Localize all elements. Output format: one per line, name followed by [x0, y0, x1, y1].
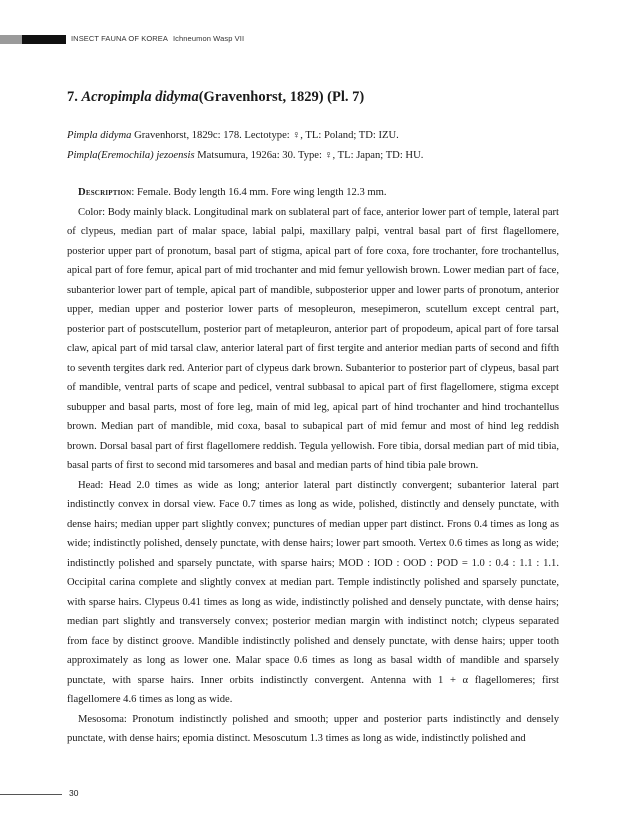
header-black-bar: [22, 35, 66, 44]
species-number: 7.: [67, 89, 78, 105]
synonym-epithet: jezoensis: [153, 149, 195, 161]
synonym-subgenus: (Eremochila): [97, 149, 154, 161]
synonym-name: Pimpla didyma: [67, 130, 132, 141]
synonym-citation: Gravenhorst, 1829c: 178. Lectotype: ♀, TL: Poland; TD: IZU.: [131, 130, 399, 141]
page-body: [67, 88, 559, 749]
header-grey-bar: [0, 35, 22, 44]
species-title: [67, 88, 559, 106]
species-name: Acropimpla didyma: [81, 89, 199, 105]
synonym-line: [67, 146, 559, 166]
header-series: INSECT FAUNA OF KOREA: [71, 34, 168, 43]
header-volume: Ichneumon Wasp VII: [172, 34, 245, 43]
mesosoma-paragraph: Mesosoma: Pronotum indistinctly polished and smooth; upper and posterior parts indistinctly and densely punctate, with dense hairs; epomia distinct. Mesoscutum 1.3 times as long as wide, indistinctly polished and: [67, 713, 559, 744]
synonym-genus: Pimpla: [67, 149, 98, 161]
description-label: Description: [78, 187, 132, 198]
species-authority: (Gravenhorst, 1829) (Pl. 7): [198, 89, 365, 105]
synonym-citation: Matsumura, 1926a: 30. Type: ♀, TL: Japan; TD: HU.: [194, 149, 424, 161]
color-paragraph: Color: Body mainly black. Longitudinal mark on sublateral part of face, anterior lower part of temple, lateral part of clypeus, median part of malar space, labial palpi, maxillary palpi, ventral basal part of first flagellomere, posterior upper part of pronotum, basal part of stigma, apical part of fore coxa, fore trochanter, fore trochantellus, apical part of fore femur, apical part of mid trochanter and mid femur yellowish brown. Lower median part of face, subanterior lower part of temple, apical part of mandible, subposterior upper and lower parts of pronotum, anterior upper, median upper and posterior lower parts of mesopleuron, mesepimeron, scutellum except central part, posterior part of postscutellum, posterior part of metapleuron, anterior part of propodeum, apical part of fore tarsal claw, apical part of mid tarsal claw, anterior lateral part of first tergite and anterior median parts of second and fifth to seventh tergites dark red. Anterior part of clypeus dark brown. Subanterior to posterior part of clypeus, basal part of mandible, ventral parts of scape and pedicel, ventral subbasal to apical part of first flagellomere, stigma except subupper and basal parts, most of fore leg, main of mid leg, apical part of hind trochanter and hind trochantellus brown. Median part of mandible, mid coxa, basal to subapical part of mid femur and most of hind leg reddish brown. Dorsal basal part of first flagellomere reddish. Tegula yellowish. Fore tibia, dorsal median part of mid tibia, basal parts of first to second mid tarsomeres and basal and median parts of hind tibia pale brown.: [67, 206, 559, 471]
head-paragraph: Head: Head 2.0 times as wide as long; anterior lateral part distinctly convergent; subanterior lateral part indistinctly convex in dorsal view. Face 0.7 times as long as wide, polished, distinctly and densely punctate, with dense hairs; median upper part slightly convex; punctures of median upper part distinct. Frons 0.4 times as long as wide; indistinctly polished, densely punctate, with dense hairs; lower part smooth. Vertex 0.6 times as long as wide; indistinctly polished and sparsely punctate, with sparse hairs; MOD : IOD : OOD : POD = 1.0 : 0.4 : 1.1 : 1.1. Occipital carina complete and slightly convex at median part. Temple indistinctly polished and sparsely punctate, with sparse hairs. Clypeus 0.41 times as long as wide, indistinctly polished and densely punctate, with dense hairs; median part slightly and transversely convex; posterior median margin with indistinct notch; clypeus separated from face by distinct groove. Mandible indistinctly polished and densely punctate, with dense hairs; upper tooth approximately as long as lower one. Malar space 0.6 times as long as basal width of mandible and sparsely punctate, with sparse hairs. Inner orbits indistinctly convergent. Antenna with 1 + α flagellomeres; first flagellomere 4.6 times as long as wide.: [67, 479, 559, 705]
page-number: 30: [69, 788, 79, 798]
synonym-line: [67, 126, 559, 146]
footer-rule: [0, 794, 62, 795]
description-intro-text: : Female. Body length 16.4 mm. Fore wing length 12.3 mm.: [131, 187, 387, 198]
running-header: [71, 34, 244, 43]
description-intro: [67, 183, 559, 203]
